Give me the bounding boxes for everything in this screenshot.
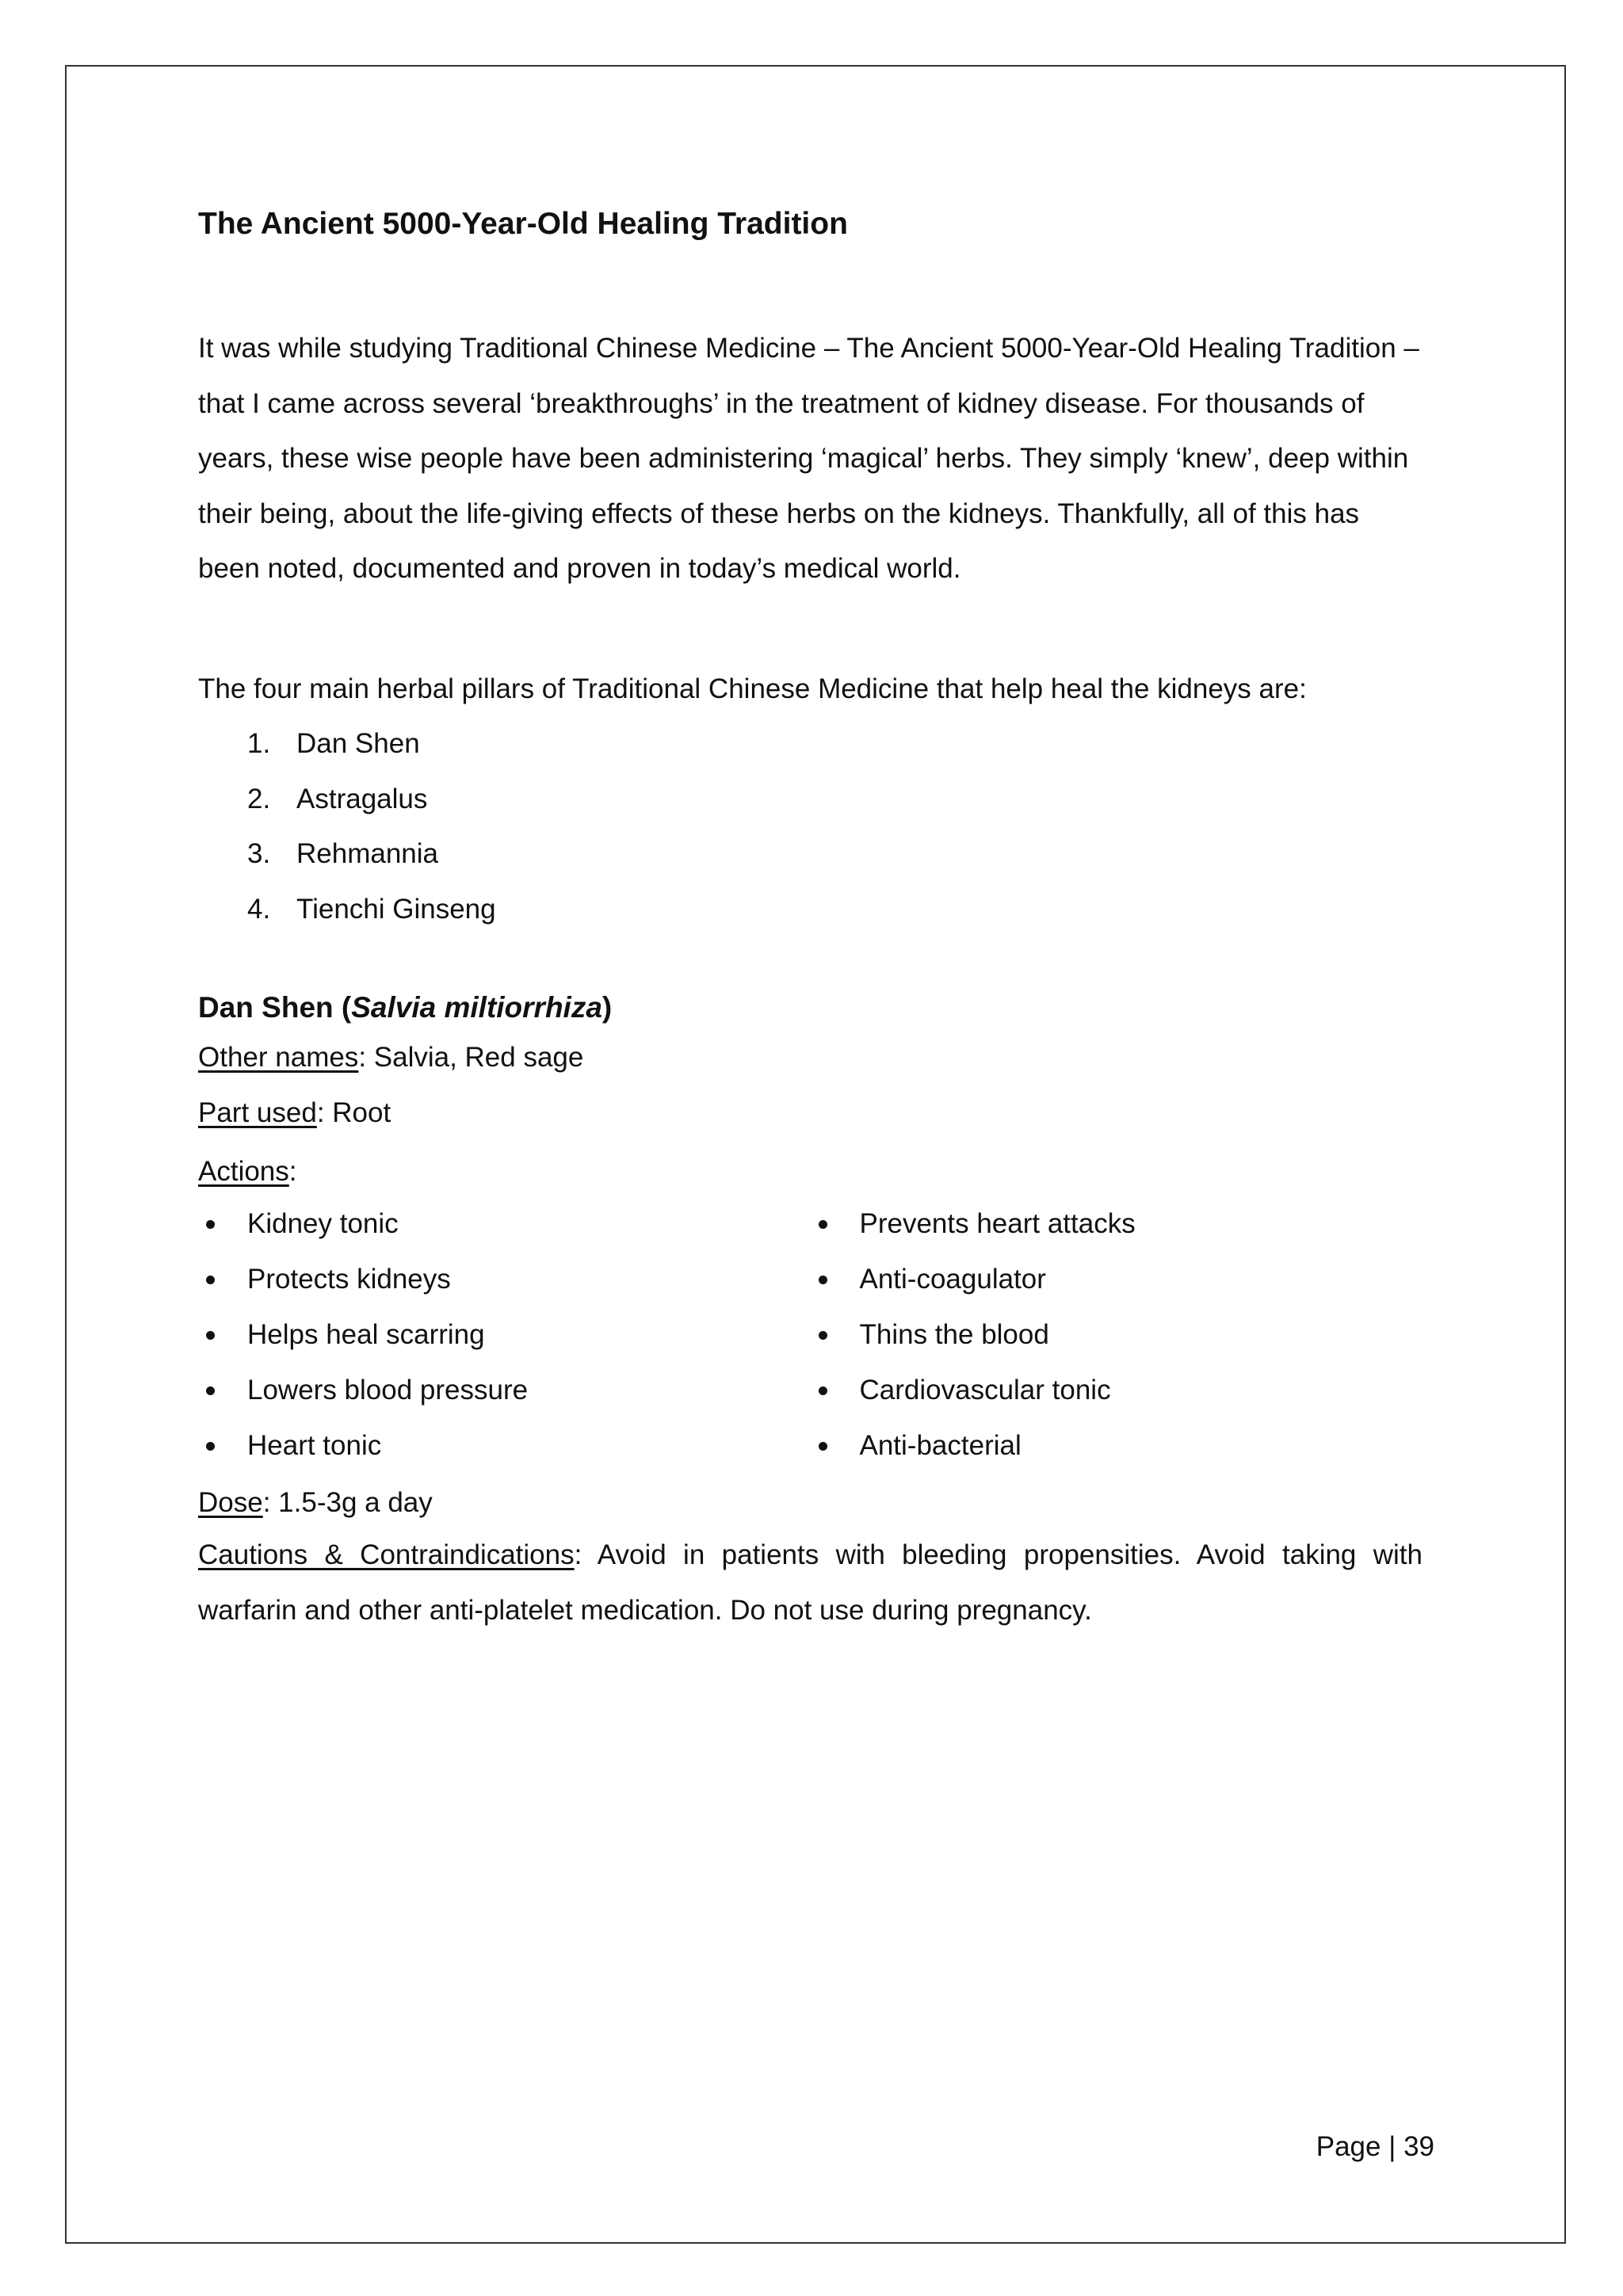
- bullet-icon: [819, 1386, 827, 1395]
- part-used-line: [198, 1085, 1423, 1141]
- list-number: 2.: [247, 783, 271, 814]
- action-label: Heart tonic: [247, 1430, 382, 1461]
- herb-heading: Dan Shen (Salvia miltiorrhiza): [198, 991, 613, 1024]
- list-item: [811, 1418, 1423, 1474]
- bullet-icon: [819, 1220, 827, 1229]
- list-item: [811, 1252, 1423, 1307]
- part-used-value: : Root: [316, 1097, 391, 1128]
- list-item: [198, 1418, 811, 1474]
- actions-right-column: [811, 1196, 1423, 1474]
- actions-line: Actions:: [198, 1156, 297, 1187]
- list-item: [811, 1307, 1423, 1363]
- list-item: [198, 882, 1423, 937]
- page-number: 39: [1403, 2131, 1434, 2162]
- list-item: [198, 1307, 811, 1363]
- bullet-icon: [206, 1331, 215, 1340]
- action-label: Protects kidneys: [247, 1264, 451, 1295]
- list-item-label: Rehmannia: [296, 838, 438, 869]
- other-names-line: [198, 1030, 1423, 1085]
- pillars-list: [198, 716, 1423, 936]
- bullet-icon: [206, 1442, 215, 1451]
- intro-paragraph: It was while studying Traditional Chinese Medicine – The Ancient 5000-Year-Old Healing Tradition – that I came across several ‘breakthroughs’ in the treatment of kidney disease. For thousands of years, these wise people have been administering ‘magical’ herbs. They simply ‘knew’, deep within their being, about the life-giving effects of these herbs on the kidneys. Thankfully, all of this has been noted, documented and proven in today’s medical world.: [198, 333, 1419, 584]
- other-names-label: Other names: [198, 1042, 359, 1073]
- herb-latin-name: Salvia miltiorrhiza: [351, 991, 602, 1024]
- bullet-icon: [206, 1386, 215, 1395]
- list-item: [198, 826, 1423, 882]
- other-names-value: : Salvia, Red sage: [358, 1042, 584, 1073]
- action-label: Helps heal scarring: [247, 1319, 485, 1350]
- action-label: Lowers blood pressure: [247, 1375, 529, 1405]
- pillars-intro: The four main herbal pillars of Traditional Chinese Medicine that help heal the kidneys are:: [198, 673, 1307, 704]
- list-item: [811, 1196, 1423, 1252]
- page-content: [198, 202, 1423, 1638]
- list-number: 1.: [247, 728, 271, 759]
- action-label: Anti-bacterial: [859, 1430, 1022, 1461]
- bullet-icon: [206, 1276, 215, 1284]
- list-item: [198, 1252, 811, 1307]
- list-number: 4.: [247, 893, 271, 925]
- list-number: 3.: [247, 838, 271, 869]
- list-item-label: Tienchi Ginseng: [296, 893, 496, 925]
- list-item-label: Dan Shen: [296, 728, 420, 759]
- action-label: Anti-coagulator: [859, 1264, 1046, 1295]
- action-label: Prevents heart attacks: [859, 1208, 1136, 1239]
- page-separator: |: [1388, 2131, 1396, 2162]
- bullet-icon: [819, 1276, 827, 1284]
- page-label: Page: [1316, 2131, 1381, 2162]
- section-heading: The Ancient 5000-Year-Old Healing Tradition: [198, 207, 848, 241]
- list-item-label: Astragalus: [296, 783, 428, 814]
- actions-label: Actions: [198, 1156, 289, 1187]
- dose-value: : 1.5-3g a day: [262, 1487, 433, 1518]
- list-item: [198, 1363, 811, 1418]
- bullet-icon: [819, 1442, 827, 1451]
- action-label: Cardiovascular tonic: [859, 1375, 1111, 1405]
- cautions-value: : Avoid in patients with bleeding propensities. Avoid taking with warfarin and other anti-platelet medication. Do not use during pregnancy.: [198, 1539, 1423, 1626]
- actions-left-column: [198, 1196, 811, 1474]
- list-item: [198, 772, 1423, 827]
- herb-name: Dan Shen: [198, 991, 334, 1024]
- dose-label: Dose: [198, 1487, 263, 1518]
- page-footer: [1316, 2131, 1434, 2163]
- bullet-icon: [819, 1331, 827, 1340]
- part-used-label: Part used: [198, 1097, 317, 1128]
- bullet-icon: [206, 1220, 215, 1229]
- list-item: [198, 1196, 811, 1252]
- cautions-paragraph: [198, 1527, 1423, 1638]
- action-label: Thins the blood: [859, 1319, 1049, 1350]
- action-label: Kidney tonic: [247, 1208, 399, 1239]
- dose-line: [198, 1478, 1423, 1527]
- actions-columns: [198, 1196, 1423, 1474]
- list-item: [198, 716, 1423, 772]
- cautions-label: Cautions & Contraindications: [198, 1539, 575, 1570]
- list-item: [811, 1363, 1423, 1418]
